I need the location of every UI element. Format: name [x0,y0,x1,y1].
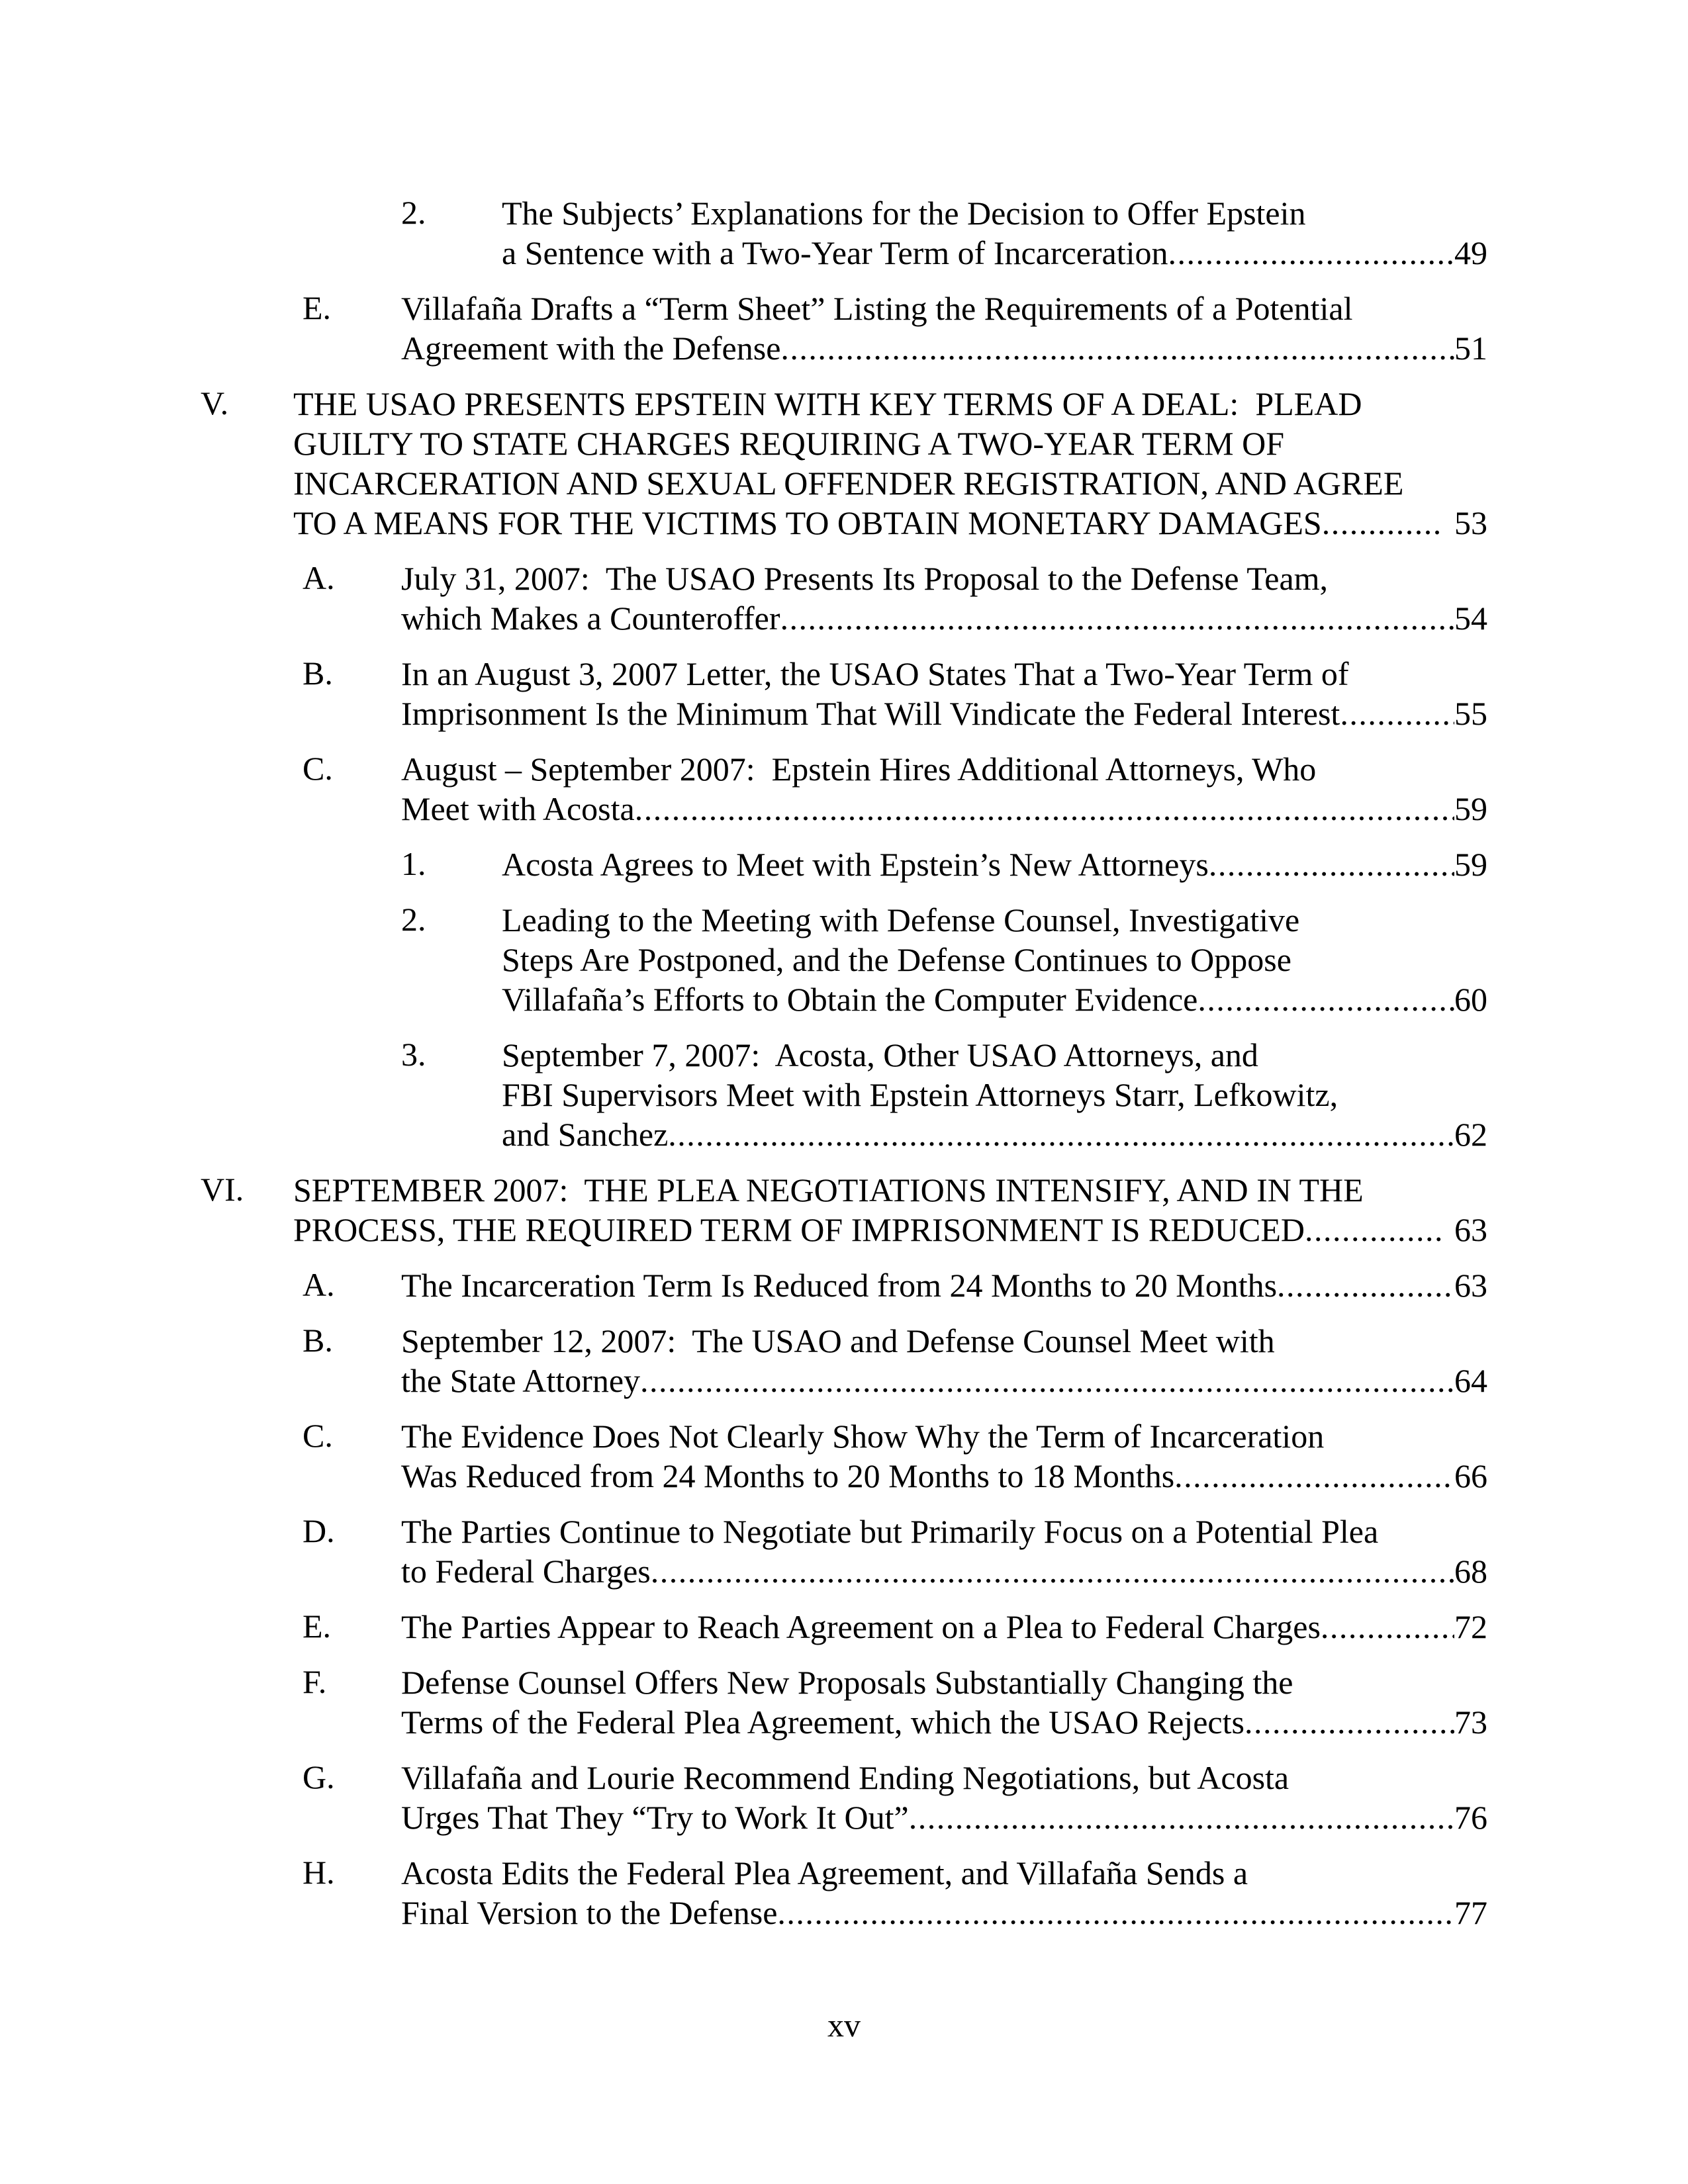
toc-entry-line: Terms of the Federal Plea Agreement, which the USAO Rejects [401,1704,1244,1741]
toc-entry [303,1265,1487,1305]
toc-entry [303,749,1487,829]
toc-entry-label: B. [303,1322,333,1359]
toc-entry-line: Steps Are Postponed, and the Defense Continues to Oppose [502,941,1291,978]
toc-entry-line: the State Attorney [401,1362,641,1399]
toc-entry-page-number: 66 [1454,1457,1487,1494]
toc-entry-line: Urges That They “Try to Work It Out” [401,1799,909,1836]
toc-entry-page-number: 62 [1454,1116,1487,1153]
toc-entry-label: V. [201,385,229,422]
toc-entry-label: 2. [401,901,426,938]
toc-entry-line: Acosta Edits the Federal Plea Agreement, and Villafaña Sends a [401,1854,1248,1891]
toc-entry-label: 1. [401,845,426,882]
toc-entry-line: PROCESS, THE REQUIRED TERM OF IMPRISONMENT IS REDUCED [293,1211,1305,1248]
toc-entry-page-number: 63 [1454,1211,1487,1248]
toc-entry [303,1607,1487,1647]
dot-leader [1277,1265,1454,1305]
toc-entry [303,1853,1487,1933]
toc-entry-label: A. [303,1266,335,1303]
dot-leader [651,1551,1454,1591]
toc-entry-page-number: 60 [1454,981,1487,1018]
toc-entry [303,1662,1487,1742]
toc-entry-label: G. [303,1758,335,1796]
dot-leader [1168,233,1454,273]
toc-entry-line: September 7, 2007: Acosta, Other USAO Attorneys, and [502,1036,1258,1073]
dot-leader [635,789,1454,829]
toc-entry-line: THE USAO PRESENTS EPSTEIN WITH KEY TERMS OF A DEAL: PLEAD [293,385,1362,422]
toc-entry-page-number: 76 [1454,1799,1487,1836]
toc-entry [401,1035,1487,1154]
toc-entry-page-number: 73 [1454,1704,1487,1741]
toc-entry-page-number: 55 [1454,695,1487,732]
dot-leader [640,1361,1454,1400]
toc-entry [401,193,1487,273]
dot-leader [780,598,1454,638]
dot-leader [1209,844,1454,884]
toc-entry-page-number: 63 [1454,1267,1487,1304]
toc-entry-page-number: 72 [1454,1608,1487,1645]
toc-entry-line: In an August 3, 2007 Letter, the USAO States That a Two-Year Term of [401,655,1349,692]
toc-entry-line: INCARCERATION AND SEXUAL OFFENDER REGISTRATION, AND AGREE [293,465,1404,502]
toc-entry [401,900,1487,1019]
toc-entry-line: Imprisonment Is the Minimum That Will Vindicate the Federal Interest [401,695,1340,732]
toc-entry [401,844,1487,884]
toc-entry-label: C. [303,1417,333,1454]
toc-entry [303,1512,1487,1591]
toc-entry-line: a Sentence with a Two-Year Term of Incarceration [502,234,1168,271]
dot-leader [1340,694,1454,733]
toc-entry-page-number: 54 [1454,600,1487,637]
toc-entry [303,654,1487,733]
toc-entry-page-number: 77 [1454,1894,1487,1931]
toc-entry-label: D. [303,1512,335,1549]
toc-entry [201,1170,1487,1250]
toc-entry-line: Defense Counsel Offers New Proposals Substantially Changing the [401,1664,1293,1701]
dot-leader [909,1797,1454,1837]
toc-entry-page-number: 49 [1454,234,1487,271]
toc-entry-line: to Federal Charges [401,1553,651,1590]
toc-entry-line: The Parties Continue to Negotiate but Primarily Focus on a Potential Plea [401,1513,1379,1550]
toc-entry-line: Acosta Agrees to Meet with Epstein’s New Attorneys [502,846,1209,883]
toc-entry-page-number: 64 [1454,1362,1487,1399]
toc-entry-line: September 12, 2007: The USAO and Defense Counsel Meet with [401,1322,1275,1359]
toc-entry-line: July 31, 2007: The USAO Presents Its Proposal to the Defense Team, [401,560,1329,597]
page-number: xv [827,2007,861,2044]
toc-entry-line: TO A MEANS FOR THE VICTIMS TO OBTAIN MONETARY DAMAGES [293,504,1322,541]
toc-entry-page-number: 51 [1454,330,1487,367]
toc-entry [303,1416,1487,1496]
toc-entry-label: 3. [401,1036,426,1073]
toc-entry-line: August – September 2007: Epstein Hires Additional Attorneys, Who [401,751,1317,788]
dot-leader [780,328,1454,368]
dot-leader [1322,503,1444,543]
toc-entry-line: Agreement with the Defense [401,330,781,367]
toc-entry-label: A. [303,559,335,596]
dot-leader [777,1893,1454,1933]
toc-entry-label: B. [303,655,333,692]
toc-entry-line: GUILTY TO STATE CHARGES REQUIRING A TWO-YEAR TERM OF [293,425,1284,462]
toc-entry [303,1321,1487,1400]
toc-entry-page-number: 68 [1454,1553,1487,1590]
toc-entry-page-number: 59 [1454,846,1487,883]
toc-entry-label: E. [303,1608,332,1645]
toc-entry-line: Final Version to the Defense [401,1894,778,1931]
toc-entry-label: H. [303,1854,335,1891]
toc-entry-line: The Subjects’ Explanations for the Decision to Offer Epstein [502,195,1306,232]
dot-leader [1174,1456,1454,1496]
toc-entry-line: SEPTEMBER 2007: THE PLEA NEGOTIATIONS INTENSIFY, AND IN THE [293,1171,1364,1208]
toc-entry-line: Leading to the Meeting with Defense Counsel, Investigative [502,901,1300,938]
toc-entry [303,289,1487,368]
toc-entry-label: E. [303,289,332,326]
toc-entry-line: Villafaña’s Efforts to Obtain the Computer Evidence [502,981,1198,1018]
toc-entry-line: The Parties Appear to Reach Agreement on a Plea to Federal Charges [401,1608,1321,1645]
toc-entry-label: 2. [401,194,426,231]
toc-entry-page-number: 53 [1454,504,1487,541]
toc-entry [303,1758,1487,1837]
dot-leader [1321,1607,1454,1647]
toc-entry-line: which Makes a Counteroffer [401,600,780,637]
toc-entry-line: The Evidence Does Not Clearly Show Why the Term of Incarceration [401,1418,1325,1455]
toc-entry-label: C. [303,750,333,787]
toc-entry-page-number: 59 [1454,790,1487,827]
toc-entry-line: Villafaña Drafts a “Term Sheet” Listing the Requirements of a Potential [401,290,1353,327]
toc-entry [201,384,1487,543]
toc-entry-line: Was Reduced from 24 Months to 20 Months to 18 Months [401,1457,1175,1494]
toc-entry-label: VI. [201,1171,244,1208]
toc-entry-label: F. [303,1663,327,1700]
toc-entry-line: FBI Supervisors Meet with Epstein Attorneys Starr, Lefkowitz, [502,1076,1338,1113]
toc-entry-line: Villafaña and Lourie Recommend Ending Negotiations, but Acosta [401,1759,1289,1796]
dot-leader [1197,979,1454,1019]
dot-leader [668,1115,1454,1154]
dot-leader [1305,1210,1444,1250]
toc-entry [303,559,1487,638]
toc-entry-line: The Incarceration Term Is Reduced from 24 Months to 20 Months [401,1267,1278,1304]
toc-entry-line: Meet with Acosta [401,790,635,827]
toc-entry-line: and Sanchez [502,1116,669,1153]
dot-leader [1244,1702,1454,1742]
